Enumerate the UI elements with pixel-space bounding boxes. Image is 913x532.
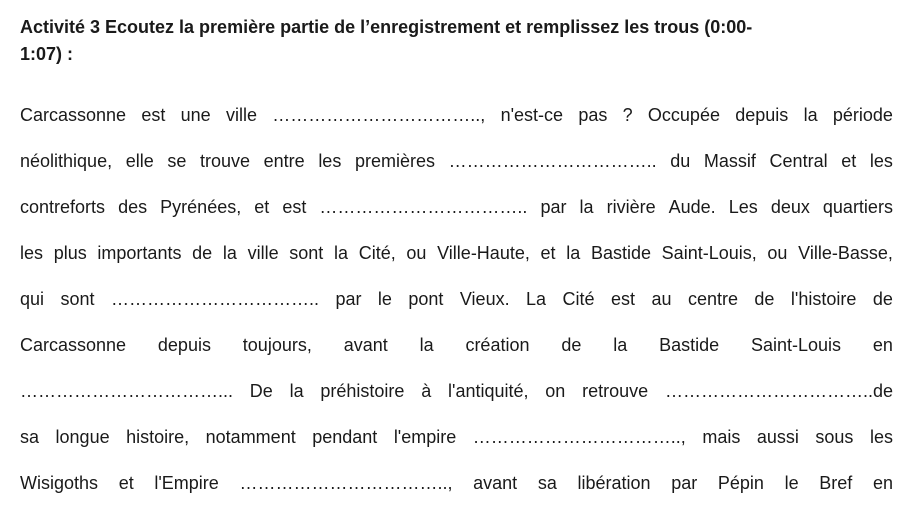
- paragraph-word: par: [335, 289, 362, 309]
- paragraph-word: au: [651, 289, 672, 309]
- paragraph-word: Wisigoths: [20, 473, 99, 493]
- paragraph-word: les: [20, 243, 44, 263]
- paragraph-word: l'Empire: [154, 473, 219, 493]
- paragraph-word: l'empire: [393, 427, 457, 447]
- paragraph-word: aussi: [756, 427, 799, 447]
- paragraph-word: Saint-Louis: [750, 335, 842, 355]
- paragraph-word: par: [671, 473, 698, 493]
- paragraph-word: en: [872, 473, 893, 493]
- paragraph-word: de: [561, 335, 582, 355]
- paragraph-word: Bastide: [590, 243, 651, 263]
- blank-field[interactable]: ……………………………..: [110, 289, 319, 309]
- paragraph-word: ou: [767, 243, 788, 263]
- paragraph-word: est: [282, 197, 307, 217]
- paragraph-word: des: [118, 197, 148, 217]
- paragraph-line: [20, 376, 893, 422]
- paragraph-word: pendant: [312, 427, 378, 447]
- paragraph-word: ou: [406, 243, 427, 263]
- paragraph-word: qui: [20, 289, 45, 309]
- paragraph-word: par: [540, 197, 567, 217]
- paragraph-word: Pépin: [717, 473, 764, 493]
- paragraph-word: ville: [247, 243, 279, 263]
- paragraph-word: notamment: [205, 427, 296, 447]
- paragraph-word: La: [526, 289, 547, 309]
- paragraph-word: Carcassonne: [20, 105, 127, 125]
- paragraph-word: contreforts: [20, 197, 106, 217]
- paragraph-word: centre: [687, 289, 738, 309]
- paragraph-word: on: [545, 381, 566, 401]
- paragraph-word: rivière: [606, 197, 656, 217]
- paragraph-word: avant: [343, 335, 388, 355]
- fill-in-paragraph: [20, 100, 893, 514]
- paragraph-word: importants: [97, 243, 182, 263]
- paragraph-word: les: [318, 151, 342, 171]
- paragraph-word: plus: [53, 243, 87, 263]
- paragraph-word: l'antiquité,: [448, 381, 529, 401]
- paragraph-word: Ville-Basse,: [798, 243, 893, 263]
- blank-field[interactable]: ……………………………...: [20, 381, 234, 401]
- paragraph-word: la: [803, 105, 818, 125]
- paragraph-word: préhistoire: [320, 381, 405, 401]
- paragraph-word: la: [419, 335, 434, 355]
- paragraph-word: libération: [577, 473, 651, 493]
- paragraph-word: du: [670, 151, 691, 171]
- paragraph-word: Massif: [703, 151, 756, 171]
- blank-field[interactable]: ……………………………..de: [664, 381, 893, 401]
- paragraph-word: néolithique,: [20, 151, 113, 171]
- paragraph-word: période: [832, 105, 893, 125]
- paragraph-word: sont: [289, 243, 324, 263]
- paragraph-word: depuis: [735, 105, 789, 125]
- paragraph-line: [20, 100, 893, 146]
- paragraph-word: mais: [702, 427, 741, 447]
- paragraph-word: une: [180, 105, 211, 125]
- paragraph-word: Ville-Haute,: [437, 243, 530, 263]
- paragraph-word: à: [421, 381, 432, 401]
- paragraph-word: et: [254, 197, 270, 217]
- paragraph-word: avant: [473, 473, 518, 493]
- paragraph-line: [20, 330, 893, 376]
- paragraph-word: Les: [728, 197, 758, 217]
- paragraph-word: Bastide: [659, 335, 720, 355]
- paragraph-word: de: [754, 289, 775, 309]
- paragraph-word: longue: [55, 427, 110, 447]
- paragraph-word: Bref: [819, 473, 853, 493]
- paragraph-word: Central: [769, 151, 828, 171]
- blank-field[interactable]: ……………………………..: [319, 197, 528, 217]
- paragraph-word: la: [566, 243, 581, 263]
- blank-field[interactable]: ……………………………..,: [272, 105, 486, 125]
- paragraph-word: le: [784, 473, 799, 493]
- paragraph-word: pas: [578, 105, 608, 125]
- paragraph-word: Saint-Louis,: [661, 243, 757, 263]
- paragraph-word: en: [872, 335, 893, 355]
- title-line-1: Activité 3 Ecoutez la première partie de l’enregistrement et remplissez les trous (0:00-: [20, 17, 753, 37]
- paragraph-word: n'est-ce: [500, 105, 564, 125]
- paragraph-word: trouve: [200, 151, 251, 171]
- paragraph-word: et: [841, 151, 857, 171]
- paragraph-line: [20, 468, 893, 514]
- paragraph-word: les: [869, 151, 893, 171]
- paragraph-word: premières: [354, 151, 435, 171]
- paragraph-word: et: [540, 243, 556, 263]
- paragraph-word: Cité,: [358, 243, 396, 263]
- paragraph-word: depuis: [157, 335, 211, 355]
- paragraph-word: ville: [225, 105, 257, 125]
- paragraph-word: elle: [125, 151, 154, 171]
- paragraph-word: le: [377, 289, 392, 309]
- paragraph-word: Vieux.: [459, 289, 510, 309]
- paragraph-word: Occupée: [647, 105, 720, 125]
- paragraph-word: est: [610, 289, 635, 309]
- blank-field[interactable]: ……………………………..: [448, 151, 657, 171]
- paragraph-word: entre: [263, 151, 305, 171]
- paragraph-word: se: [167, 151, 187, 171]
- paragraph-word: la: [289, 381, 304, 401]
- paragraph-word: Cité: [562, 289, 595, 309]
- paragraph-word: est: [141, 105, 166, 125]
- paragraph-word: la: [334, 243, 349, 263]
- paragraph-word: De: [249, 381, 273, 401]
- paragraph-word: Carcassonne: [20, 335, 127, 355]
- paragraph-word: sont: [60, 289, 95, 309]
- paragraph-line: [20, 146, 893, 192]
- document-page: [20, 14, 893, 493]
- paragraph-word: sa: [20, 427, 40, 447]
- paragraph-line: [20, 284, 893, 330]
- paragraph-word: Aude.: [668, 197, 716, 217]
- activity-title: [20, 14, 893, 68]
- paragraph-word: les: [869, 427, 893, 447]
- paragraph-word: la: [222, 243, 237, 263]
- paragraph-word: et: [118, 473, 134, 493]
- paragraph-word: création: [465, 335, 530, 355]
- paragraph-line: [20, 422, 893, 468]
- paragraph-word: sous: [815, 427, 854, 447]
- blank-field[interactable]: ……………………………..,: [239, 473, 453, 493]
- title-line-2: 1:07) :: [20, 44, 74, 64]
- paragraph-word: pont: [408, 289, 444, 309]
- paragraph-line: [20, 238, 893, 284]
- paragraph-word: Pyrénées,: [160, 197, 242, 217]
- paragraph-word: histoire,: [126, 427, 190, 447]
- blank-field[interactable]: ……………………………..,: [472, 427, 686, 447]
- paragraph-line: [20, 192, 893, 238]
- paragraph-word: la: [579, 197, 594, 217]
- paragraph-word: de: [872, 289, 893, 309]
- paragraph-word: la: [613, 335, 628, 355]
- paragraph-word: l'histoire: [790, 289, 857, 309]
- paragraph-word: retrouve: [582, 381, 649, 401]
- paragraph-word: de: [192, 243, 213, 263]
- paragraph-word: quartiers: [822, 197, 893, 217]
- paragraph-word: ?: [622, 105, 633, 125]
- paragraph-word: toujours,: [242, 335, 312, 355]
- paragraph-word: sa: [537, 473, 557, 493]
- paragraph-word: deux: [770, 197, 810, 217]
